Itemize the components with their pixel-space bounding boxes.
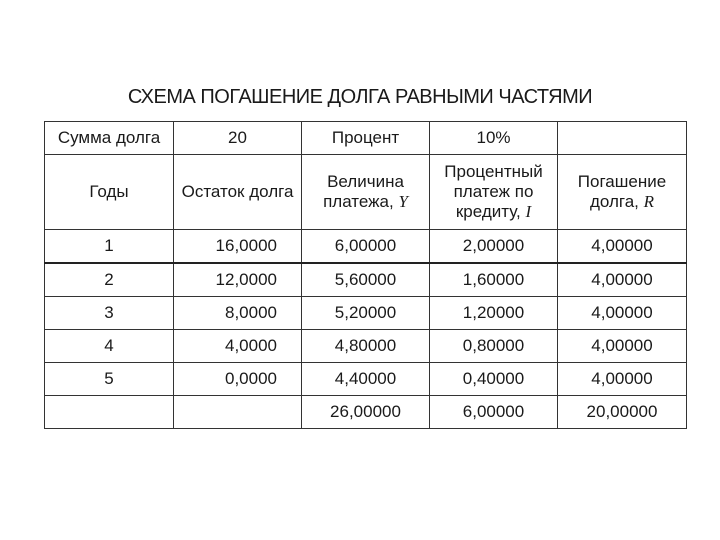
debt-value-cell: 20 xyxy=(174,122,302,155)
cell-interest: 0,80000 xyxy=(430,330,558,363)
cell-payment: 4,80000 xyxy=(302,330,430,363)
cell-payment: 5,60000 xyxy=(302,263,430,297)
header-payment xyxy=(302,155,430,230)
repayment-table xyxy=(44,121,687,429)
table-row xyxy=(45,330,687,363)
total-payment-cell: 26,00000 xyxy=(302,396,430,429)
cell-year: 5 xyxy=(45,363,174,396)
cell-interest: 0,40000 xyxy=(430,363,558,396)
rate-label-cell: Процент xyxy=(302,122,430,155)
header-years: Годы xyxy=(45,155,174,230)
cell-interest: 1,20000 xyxy=(430,297,558,330)
table-header-row xyxy=(45,155,687,230)
debt-label-cell: Сумма долга xyxy=(45,122,174,155)
header-repayment-line1: Погашение xyxy=(577,172,667,191)
cell-year: 2 xyxy=(45,263,174,297)
header-interest-line1: Процентный xyxy=(444,162,543,181)
total-balance-cell xyxy=(174,396,302,429)
cell-year: 1 xyxy=(45,230,174,264)
table-row xyxy=(45,297,687,330)
total-year-cell xyxy=(45,396,174,429)
header-repayment-symbol: R xyxy=(643,192,655,211)
cell-year: 3 xyxy=(45,297,174,330)
table-row xyxy=(45,263,687,297)
rate-value-cell: 10% xyxy=(430,122,558,155)
header-interest-symbol: I xyxy=(525,202,532,221)
header-payment-symbol: Y xyxy=(398,192,408,211)
cell-payment: 5,20000 xyxy=(302,297,430,330)
cell-repayment: 4,00000 xyxy=(558,230,687,264)
cell-balance: 12,0000 xyxy=(174,263,302,297)
table-top-row xyxy=(45,122,687,155)
cell-payment: 4,40000 xyxy=(302,363,430,396)
cell-interest: 2,00000 xyxy=(430,230,558,264)
cell-repayment: 4,00000 xyxy=(558,330,687,363)
header-repayment-line2: долга, xyxy=(589,192,639,211)
header-payment-line2: платежа, xyxy=(323,192,394,211)
cell-balance: 0,0000 xyxy=(174,363,302,396)
cell-repayment: 4,00000 xyxy=(558,263,687,297)
header-interest xyxy=(430,155,558,230)
cell-year: 4 xyxy=(45,330,174,363)
header-interest-line3: кредиту, xyxy=(455,202,521,221)
header-payment-line1: Величина xyxy=(327,172,404,191)
cell-repayment: 4,00000 xyxy=(558,297,687,330)
total-repayment-cell: 20,00000 xyxy=(558,396,687,429)
page-title: СХЕМА ПОГАШЕНИЕ ДОЛГА РАВНЫМИ ЧАСТЯМИ xyxy=(127,86,593,108)
empty-cell xyxy=(558,122,687,155)
cell-payment: 6,00000 xyxy=(302,230,430,264)
cell-balance: 8,0000 xyxy=(174,297,302,330)
total-interest-cell: 6,00000 xyxy=(430,396,558,429)
totals-row xyxy=(45,396,687,429)
cell-repayment: 4,00000 xyxy=(558,363,687,396)
cell-interest: 1,60000 xyxy=(430,263,558,297)
table-row xyxy=(45,363,687,396)
header-balance: Остаток долга xyxy=(174,155,302,230)
cell-balance: 16,0000 xyxy=(174,230,302,264)
header-repayment xyxy=(558,155,687,230)
header-interest-line2: платеж по xyxy=(453,182,534,201)
table-row xyxy=(45,230,687,264)
cell-balance: 4,0000 xyxy=(174,330,302,363)
